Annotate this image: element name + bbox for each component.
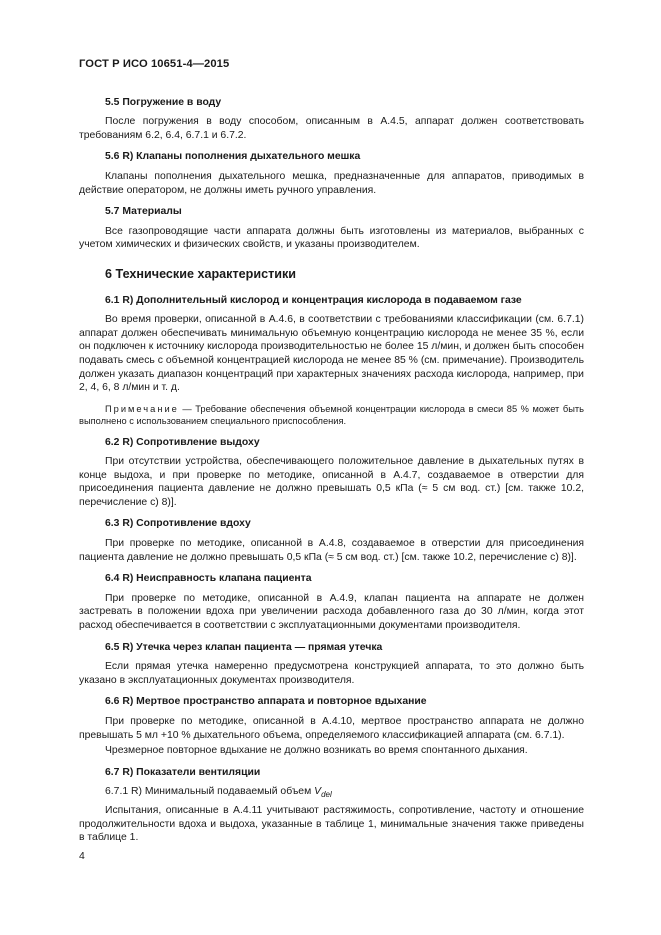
section-6-6-text-2: Чрезмерное повторное вдыхание не должно возникать во время спонтанного дыхания. bbox=[105, 745, 528, 757]
section-5-6-text: Клапаны пополнения дыхательного мешка, предназначенные для аппаратов, приводимых в действие оператором, не должны иметь ручного управления. bbox=[79, 170, 584, 196]
section-5-7-text: Все газопроводящие части аппарата должны быть изготовлены из материалов, выбранных с учетом химических и физических свойств, и указаны производителем. bbox=[79, 225, 584, 251]
section-5-5-text: После погружения в воду способом, описанным в А.4.5, аппарат должен соответствовать требованиям 6.2, 6.4, 6.7.1 и 6.7.2. bbox=[79, 116, 584, 141]
section-6-5-text: Если прямая утечка намеренно предусмотрена конструкцией аппарата, то это должно быть указано в эксплуатационных документах производителя. bbox=[79, 661, 584, 686]
section-6-3-text: При проверке по методике, описанной в А.4.8, создаваемое в отверстии для присоединения пациента давление не должно превышать 0,5 кПа (≈ 5 см вод. ст.) [см. также 10.2, перечисление с) 8)]. bbox=[79, 538, 584, 563]
volume-symbol: V bbox=[314, 786, 322, 798]
page-number: 4 bbox=[79, 851, 85, 862]
section-6-1-note bbox=[79, 403, 584, 428]
section-6-6-heading: 6.6 R) Мертвое пространство аппарата и повторное вдыхание bbox=[105, 696, 427, 708]
section-6-2-text: При отсутствии устройства, обеспечивающего положительное давление в дыхательных путях в конце выдоха, и при проверке по методике, описанной в А.4.7, создаваемое в отверстии для присоединения пациента давление не должно превышать 0,5 кПа (≈ 5 см вод. ст.) [см. также 10.2, перечисление с) 8)]. bbox=[79, 456, 584, 508]
section-6-7-heading: 6.7 R) Показатели вентиляции bbox=[105, 766, 261, 778]
section-6-7-1-text: Испытания, описанные в А.4.11 учитывают растяжимость, сопротивление, частоту и отношение продолжительности вдоха и выдоха, указанные в таблице 1, минимальные значения также приведены в таблице 1. bbox=[79, 804, 584, 844]
section-6-1-heading: 6.1 R) Дополнительный кислород и концентрация кислорода в подаваемом газе bbox=[105, 294, 522, 306]
section-6-2-heading: 6.2 R) Сопротивление выдоху bbox=[105, 436, 260, 448]
section-5-5-heading: 5.5 Погружение в воду bbox=[105, 96, 222, 108]
document-page bbox=[79, 58, 584, 853]
section-6-7-1-subheading bbox=[79, 785, 584, 802]
document-header: ГОСТ Р ИСО 10651-4—2015 bbox=[79, 58, 230, 70]
section-6-4-text: При проверке по методике, описанной в А.4.9, клапан пациента на аппарате не должен застревать в положении вдоха при увеличении расхода добавленного газа до 30 л/мин, когда этот расход обеспечивается в соответствии с эксплуатационными документами производителя. bbox=[79, 592, 584, 632]
section-6-4-heading: 6.4 R) Неисправность клапана пациента bbox=[105, 573, 312, 585]
subheading-text: 6.7.1 R) Минимальный подаваемый объем bbox=[105, 786, 315, 798]
section-6-3-heading: 6.3 R) Сопротивление вдоху bbox=[105, 518, 251, 530]
section-6-1-text: Во время проверки, описанной в А.4.6, в соответствии с требованиями классификации (см. 6.7.1) аппарат должен обеспечивать минимальную объемную концентрацию кислорода не менее 35 %, если он подключен к источнику кислорода производительностью не более 15 л/мин, и должен быть способен подавать смесь с объемной концентрацией кислорода не менее 85 % (см. примечание). Производитель должен указать диапазон концентраций при характерных значениях расхода кислорода, например, при 2, 4, 6, 8 л/мин и т. д. bbox=[79, 314, 584, 394]
note-label: Примечание bbox=[105, 403, 179, 414]
note-text: — Требование обеспечения объемной концентрации кислорода в смеси 85 % может быть выполнено с использованием специального приспособления. bbox=[79, 403, 584, 427]
section-6-heading: 6 Технические характеристики bbox=[105, 266, 297, 281]
section-5-6-heading: 5.6 R) Клапаны пополнения дыхательного мешка bbox=[105, 151, 361, 163]
section-6-6-text: При проверке по методике, описанной в А.4.10, мертвое пространство аппарата не должно превышать 5 мл +10 % дыхательного объема, определяемого классификацией аппарата (см. 6.7.1). bbox=[79, 716, 584, 741]
volume-subscript: del bbox=[321, 790, 332, 800]
section-5-7-heading: 5.7 Материалы bbox=[105, 206, 182, 218]
section-6-5-heading: 6.5 R) Утечка через клапан пациента — прямая утечка bbox=[105, 641, 383, 653]
